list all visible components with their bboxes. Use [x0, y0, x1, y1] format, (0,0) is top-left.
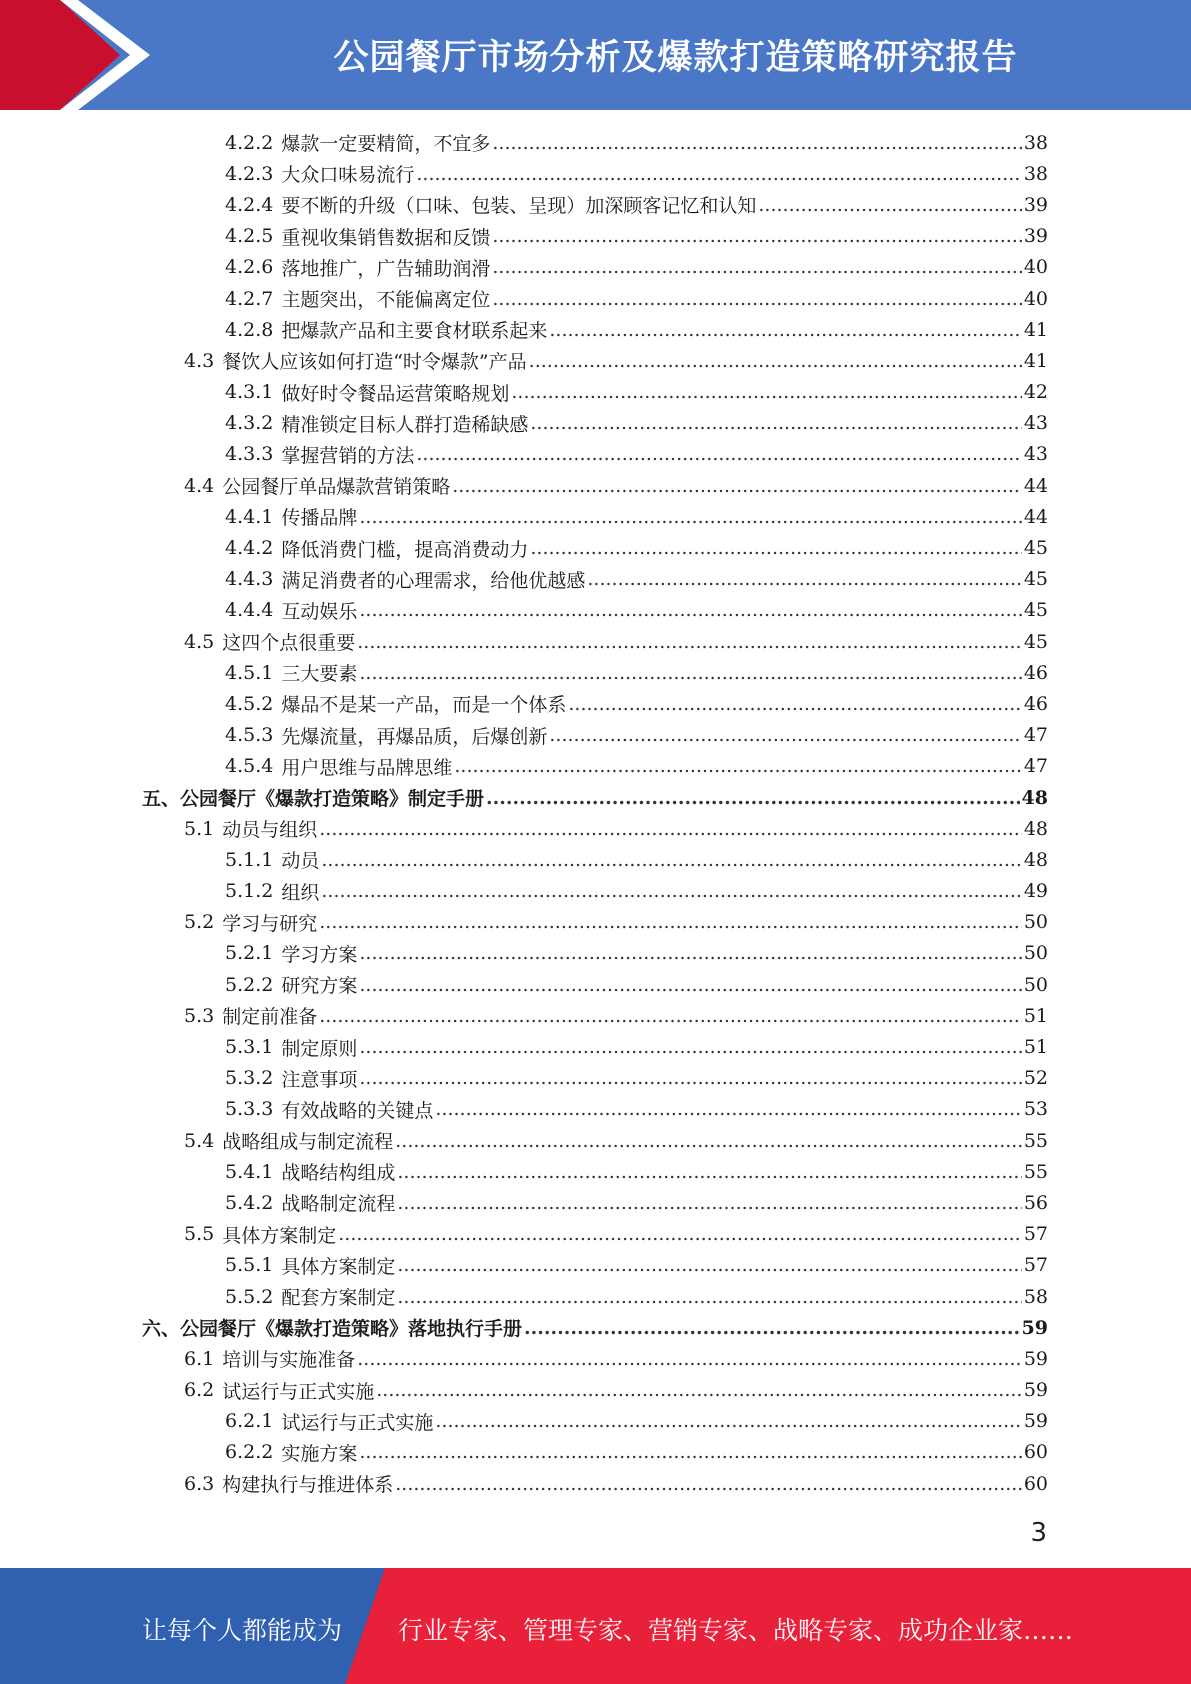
toc-entry-title: 传播品牌: [281, 507, 358, 530]
toc-entry-number: 4.2.2: [225, 131, 274, 154]
toc-dot-leader: [376, 1379, 1022, 1401]
toc-entry[interactable]: [0, 1281, 1191, 1312]
toc-entry-title: 爆品不是某一产品，而是一个体系: [281, 694, 567, 717]
toc-entry-page: 39: [1023, 225, 1048, 248]
toc-dot-leader: [530, 412, 1021, 434]
toc-entry-title: 学习与研究: [222, 912, 318, 935]
toc-entry-page: 39: [1023, 193, 1048, 216]
footer-slogan-right: 行业专家、管理专家、营销专家、战略专家、成功企业家……: [398, 1616, 1074, 1645]
toc-entry[interactable]: [0, 1219, 1191, 1250]
toc-entry-page: 57: [1023, 1223, 1048, 1246]
toc-entry-page: 48: [1023, 817, 1048, 840]
toc-entry[interactable]: [0, 907, 1191, 938]
toc-entry[interactable]: [0, 969, 1191, 1000]
toc-entry[interactable]: [0, 1375, 1191, 1406]
toc-dot-leader: [758, 194, 1021, 216]
toc-entry-page: 59: [1023, 1347, 1048, 1370]
toc-entry-page: 51: [1023, 1036, 1048, 1059]
toc-entry[interactable]: [0, 595, 1191, 626]
toc-entry-number: 4.3.1: [225, 381, 274, 404]
toc-entry-number: 6.1: [184, 1347, 215, 1370]
toc-entry[interactable]: [0, 1406, 1191, 1437]
toc-entry-title: 具体方案制定: [222, 1224, 337, 1247]
toc-entry-page: 58: [1023, 1285, 1048, 1308]
toc-entry-page: 57: [1023, 1254, 1048, 1277]
toc-entry-title: 大众口味易流行: [281, 164, 415, 187]
page-footer: [0, 1568, 1191, 1684]
toc-dot-leader: [549, 724, 1021, 746]
toc-entry[interactable]: [0, 189, 1191, 220]
toc-entry-number: 4.5.3: [225, 724, 274, 747]
toc-entry-page: 59: [1023, 1410, 1048, 1433]
toc-entry-number: 4.3.2: [225, 412, 274, 435]
toc-entry-title: 实施方案: [281, 1442, 358, 1465]
toc-entry-title: 战略结构组成: [281, 1162, 396, 1185]
toc-entry-title: 战略制定流程: [281, 1193, 396, 1216]
toc-entry-number: 5.4: [184, 1129, 215, 1152]
toc-entry-title: 重视收集销售数据和反馈: [281, 226, 491, 249]
toc-dot-leader: [359, 1441, 1021, 1463]
toc-entry-title: 做好时令餐品运营策略规划: [281, 382, 510, 405]
toc-entry-number: 5.3.2: [225, 1067, 274, 1090]
toc-entry-number: 5.1.1: [225, 848, 274, 871]
toc-entry[interactable]: [0, 127, 1191, 158]
toc-entry-title: 研究方案: [281, 975, 358, 998]
toc-entry[interactable]: [0, 377, 1191, 408]
toc-entry-number: 4.2.8: [225, 318, 274, 341]
toc-entry-number: 5.3.1: [225, 1036, 274, 1059]
toc-entry-number: 4.2.6: [225, 256, 274, 279]
toc-dot-leader: [524, 1317, 1020, 1339]
toc-entry-page: 51: [1023, 1004, 1048, 1027]
toc-entry[interactable]: [0, 720, 1191, 751]
toc-entry-title: 公园餐厅《爆款打造策略》落地执行手册: [180, 1318, 523, 1341]
toc-entry-title: 学习方案: [281, 943, 358, 966]
toc-entry[interactable]: [0, 283, 1191, 314]
toc-entry-number: 五、: [142, 788, 181, 811]
toc-dot-leader: [319, 911, 1022, 933]
toc-dot-leader: [319, 1005, 1022, 1027]
toc-entry-page: 59: [1023, 1379, 1048, 1402]
toc-entry-page: 47: [1023, 755, 1048, 778]
toc-entry-page: 49: [1023, 880, 1048, 903]
toc-entry-title: 动员与组织: [222, 819, 318, 842]
toc-entry-number: 4.2.4: [225, 193, 274, 216]
toc-entry-number: 5.3: [184, 1004, 215, 1027]
toc-entry-page: 47: [1023, 724, 1048, 747]
toc-entry[interactable]: [0, 532, 1191, 563]
toc-entry-number: 6.2.2: [225, 1441, 274, 1464]
toc-dot-leader: [435, 1410, 1021, 1432]
toc-entry[interactable]: [0, 626, 1191, 657]
toc-entry[interactable]: [0, 439, 1191, 470]
toc-entry[interactable]: [0, 564, 1191, 595]
toc-entry-title: 先爆流量，再爆品质，后爆创新: [281, 725, 548, 748]
toc-entry[interactable]: [0, 844, 1191, 875]
toc-dot-leader: [395, 1473, 1022, 1495]
toc-entry[interactable]: [0, 782, 1191, 813]
toc-entry-number: 4.5.4: [225, 755, 274, 778]
toc-dot-leader: [416, 163, 1021, 185]
toc-dot-leader: [397, 1192, 1021, 1214]
toc-entry-number: 5.2.1: [225, 942, 274, 965]
toc-entry[interactable]: [0, 657, 1191, 688]
toc-entry-page: 59: [1021, 1316, 1048, 1339]
toc-entry-title: 动员: [281, 850, 320, 873]
toc-entry-page: 40: [1023, 256, 1048, 279]
toc-entry-page: 41: [1023, 349, 1048, 372]
toc-dot-leader: [395, 1130, 1022, 1152]
toc-entry-title: 制定前准备: [222, 1006, 318, 1029]
toc-dot-leader: [359, 662, 1021, 684]
toc-entry[interactable]: [0, 1187, 1191, 1218]
toc-entry-page: 48: [1021, 786, 1048, 809]
toc-entry-number: 5.2.2: [225, 973, 274, 996]
toc-entry[interactable]: [0, 470, 1191, 501]
toc-entry-number: 4.2.7: [225, 287, 274, 310]
toc-entry-page: 60: [1023, 1441, 1048, 1464]
toc-entry[interactable]: [0, 688, 1191, 719]
toc-entry-title: 配套方案制定: [281, 1287, 396, 1310]
toc-entry[interactable]: [0, 1437, 1191, 1468]
toc-entry-title: 精准锁定目标人群打造稀缺感: [281, 413, 529, 436]
toc-entry-page: 43: [1023, 443, 1048, 466]
table-of-contents: [0, 127, 1191, 1499]
toc-entry-page: 45: [1023, 568, 1048, 591]
toc-entry-page: 60: [1023, 1472, 1048, 1495]
toc-entry[interactable]: [0, 1125, 1191, 1156]
toc-dot-leader: [357, 1348, 1022, 1370]
toc-entry-number: 6.2.1: [225, 1410, 274, 1433]
toc-dot-leader: [454, 755, 1021, 777]
toc-entry-title: 三大要素: [281, 663, 358, 686]
toc-entry-number: 4.2.3: [225, 162, 274, 185]
toc-entry-page: 46: [1023, 692, 1048, 715]
toc-entry-title: 构建执行与推进体系: [222, 1474, 394, 1497]
toc-entry-title: 把爆款产品和主要食材联系起来: [281, 320, 548, 343]
toc-entry-page: 55: [1023, 1160, 1048, 1183]
toc-entry-page: 50: [1023, 973, 1048, 996]
toc-dot-leader: [529, 350, 1022, 372]
toc-dot-leader: [416, 443, 1021, 465]
toc-entry-title: 主题突出，不能偏离定位: [281, 289, 491, 312]
toc-entry[interactable]: [0, 158, 1191, 189]
toc-entry[interactable]: [0, 813, 1191, 844]
toc-entry-page: 44: [1023, 474, 1048, 497]
toc-entry-title: 满足消费者的心理需求，给他优越感: [281, 569, 586, 592]
toc-dot-leader: [452, 475, 1022, 497]
toc-entry-number: 六、: [142, 1318, 181, 1341]
toc-dot-leader: [357, 631, 1022, 653]
toc-dot-leader: [568, 693, 1021, 715]
toc-entry-page: 43: [1023, 412, 1048, 435]
toc-entry-number: 6.3: [184, 1472, 215, 1495]
toc-dot-leader: [587, 568, 1021, 590]
toc-entry-number: 5.2: [184, 911, 215, 934]
toc-entry-title: 注意事项: [281, 1068, 358, 1091]
toc-entry-title: 试运行与正式实施: [222, 1380, 375, 1403]
toc-dot-leader: [397, 1286, 1021, 1308]
toc-entry-page: 48: [1023, 848, 1048, 871]
toc-entry[interactable]: [0, 1031, 1191, 1062]
toc-entry-title: 餐饮人应该如何打造“时令爆款”产品: [222, 351, 527, 374]
toc-entry-title: 制定原则: [281, 1037, 358, 1060]
toc-entry-number: 6.2: [184, 1379, 215, 1402]
toc-entry[interactable]: [0, 1063, 1191, 1094]
toc-entry[interactable]: [0, 938, 1191, 969]
toc-dot-leader: [359, 599, 1021, 621]
toc-entry-page: 56: [1023, 1191, 1048, 1214]
toc-entry-number: 5.5.1: [225, 1254, 274, 1277]
toc-dot-leader: [319, 818, 1022, 840]
toc-dot-leader: [492, 288, 1021, 310]
toc-entry[interactable]: [0, 1094, 1191, 1125]
toc-entry-number: 4.5.2: [225, 692, 274, 715]
toc-dot-leader: [492, 225, 1021, 247]
toc-dot-leader: [338, 1223, 1022, 1245]
toc-dot-leader: [492, 132, 1021, 154]
toc-entry-title: 有效战略的关键点: [281, 1099, 434, 1122]
toc-dot-leader: [492, 256, 1021, 278]
toc-entry-number: 5.1.2: [225, 880, 274, 903]
toc-entry-page: 50: [1023, 911, 1048, 934]
toc-entry[interactable]: [0, 751, 1191, 782]
toc-entry-page: 40: [1023, 287, 1048, 310]
toc-entry-title: 试运行与正式实施: [281, 1411, 434, 1434]
toc-dot-leader: [530, 537, 1021, 559]
toc-entry-title: 这四个点很重要: [222, 632, 356, 655]
toc-entry-title: 降低消费门槛，提高消费动力: [281, 538, 529, 561]
toc-entry-number: 5.3.3: [225, 1098, 274, 1121]
report-title: 公园餐厅市场分析及爆款打造策略研究报告: [333, 38, 1018, 78]
toc-entry-number: 4.4: [184, 474, 215, 497]
toc-entry-title: 落地推广，广告辅助润滑: [281, 257, 491, 280]
toc-entry-number: 4.4.1: [225, 505, 274, 528]
toc-dot-leader: [359, 1036, 1021, 1058]
toc-entry[interactable]: [0, 408, 1191, 439]
toc-entry-page: 41: [1023, 318, 1048, 341]
toc-entry-page: 45: [1023, 537, 1048, 560]
toc-entry-page: 42: [1023, 381, 1048, 404]
toc-entry-title: 爆款一定要精简，不宜多: [281, 133, 491, 156]
toc-entry-number: 4.3: [184, 349, 215, 372]
toc-entry-number: 4.4.2: [225, 537, 274, 560]
toc-dot-leader: [397, 1254, 1021, 1276]
toc-entry[interactable]: [0, 1156, 1191, 1187]
toc-entry-number: 5.5.2: [225, 1285, 274, 1308]
toc-entry-title: 用户思维与品牌思维: [281, 756, 453, 779]
toc-entry-title: 掌握营销的方法: [281, 444, 415, 467]
toc-entry[interactable]: [0, 1250, 1191, 1281]
toc-entry[interactable]: [0, 1000, 1191, 1031]
page-number: 3: [1030, 1518, 1047, 1548]
toc-entry-page: 45: [1023, 599, 1048, 622]
toc-dot-leader: [435, 1098, 1021, 1120]
toc-entry-title: 组织: [281, 881, 320, 904]
toc-dot-leader: [359, 506, 1021, 528]
toc-dot-leader: [359, 942, 1021, 964]
toc-entry[interactable]: [0, 1312, 1191, 1343]
toc-dot-leader: [321, 849, 1021, 871]
toc-entry[interactable]: [0, 1468, 1191, 1499]
toc-entry-title: 要不断的升级（口味、包装、呈现）加深顾客记忆和认知: [281, 195, 757, 218]
toc-dot-leader: [359, 1067, 1021, 1089]
toc-entry[interactable]: [0, 252, 1191, 283]
toc-entry-number: 5.4.1: [225, 1160, 274, 1183]
toc-entry-page: 53: [1023, 1098, 1048, 1121]
footer-slogan-left: 让每个人都能成为: [142, 1616, 343, 1645]
toc-entry[interactable]: [0, 314, 1191, 345]
toc-entry-number: 5.5: [184, 1223, 215, 1246]
toc-entry-title: 战略组成与制定流程: [222, 1131, 394, 1154]
page-header: [0, 0, 1191, 110]
toc-entry-number: 4.5.1: [225, 661, 274, 684]
toc-dot-leader: [321, 880, 1021, 902]
toc-entry-page: 44: [1023, 505, 1048, 528]
toc-entry-number: 4.3.3: [225, 443, 274, 466]
toc-entry-page: 55: [1023, 1129, 1048, 1152]
toc-entry-page: 45: [1023, 630, 1048, 653]
toc-entry-number: 4.2.5: [225, 225, 274, 248]
toc-entry[interactable]: [0, 501, 1191, 532]
toc-entry-title: 公园餐厅《爆款打造策略》制定手册: [180, 788, 485, 811]
toc-entry-number: 5.4.2: [225, 1191, 274, 1214]
toc-entry-page: 38: [1023, 162, 1048, 185]
toc-entry-number: 4.5: [184, 630, 215, 653]
toc-dot-leader: [511, 381, 1021, 403]
toc-entry-page: 52: [1023, 1067, 1048, 1090]
toc-entry[interactable]: [0, 345, 1191, 376]
toc-entry[interactable]: [0, 1343, 1191, 1374]
toc-entry-page: 50: [1023, 942, 1048, 965]
toc-dot-leader: [486, 787, 1020, 809]
toc-entry-number: 4.4.4: [225, 599, 274, 622]
toc-dot-leader: [359, 974, 1021, 996]
toc-entry[interactable]: [0, 876, 1191, 907]
toc-entry-number: 5.1: [184, 817, 215, 840]
toc-entry-page: 46: [1023, 661, 1048, 684]
header-red-chevron: [0, 0, 150, 110]
toc-entry-page: 38: [1023, 131, 1048, 154]
toc-dot-leader: [549, 319, 1021, 341]
toc-entry-title: 具体方案制定: [281, 1255, 396, 1278]
toc-entry-title: 互动娱乐: [281, 600, 358, 623]
toc-entry-title: 培训与实施准备: [222, 1349, 356, 1372]
toc-entry[interactable]: [0, 221, 1191, 252]
toc-dot-leader: [397, 1161, 1021, 1183]
toc-entry-number: 4.4.3: [225, 568, 274, 591]
toc-entry-title: 公园餐厅单品爆款营销策略: [222, 476, 451, 499]
